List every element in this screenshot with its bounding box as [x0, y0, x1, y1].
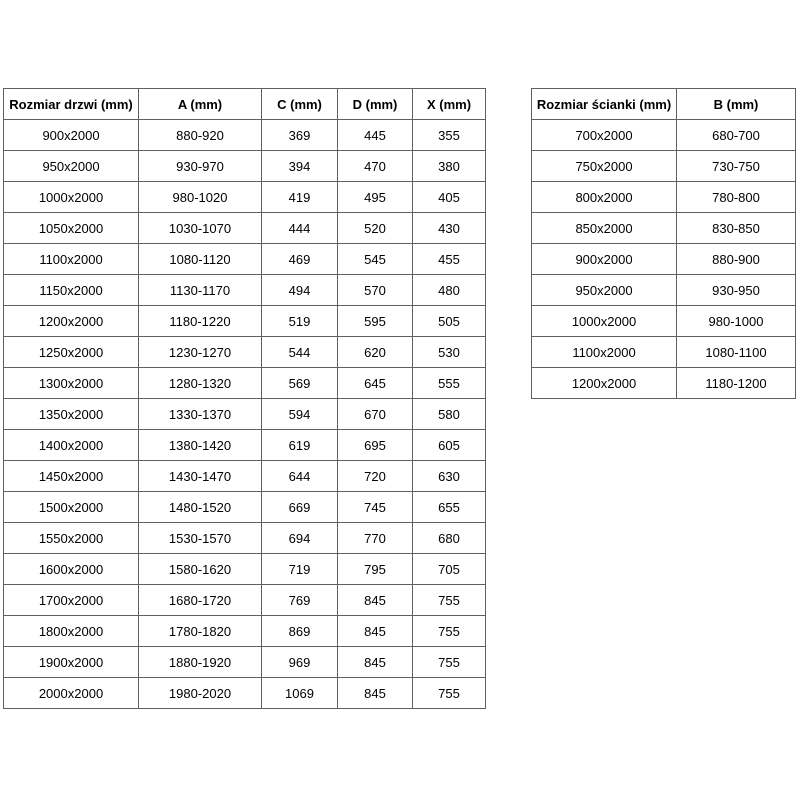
table-row: [4, 368, 486, 399]
table-cell: 1080-1120: [139, 244, 262, 275]
table-cell: 930-950: [677, 275, 796, 306]
table-cell: 445: [338, 120, 413, 151]
table-row: [532, 244, 796, 275]
table-row: [4, 492, 486, 523]
table-cell: 900x2000: [4, 120, 139, 151]
column-header: X (mm): [413, 89, 486, 120]
table-cell: 1050x2000: [4, 213, 139, 244]
column-header: C (mm): [262, 89, 338, 120]
table-cell: 580: [413, 399, 486, 430]
table-cell: 380: [413, 151, 486, 182]
table-cell: 969: [262, 647, 338, 678]
table-cell: 795: [338, 554, 413, 585]
table-cell: 644: [262, 461, 338, 492]
table-cell: 355: [413, 120, 486, 151]
table-cell: 1380-1420: [139, 430, 262, 461]
table-row: [532, 182, 796, 213]
table-cell: 655: [413, 492, 486, 523]
table-cell: 595: [338, 306, 413, 337]
table-cell: 569: [262, 368, 338, 399]
table-row: [532, 151, 796, 182]
column-header: Rozmiar ścianki (mm): [532, 89, 677, 120]
table-cell: 950x2000: [532, 275, 677, 306]
door-size-table: [3, 88, 486, 709]
table-cell: 594: [262, 399, 338, 430]
table-cell: 419: [262, 182, 338, 213]
table-cell: 619: [262, 430, 338, 461]
table-row: [4, 461, 486, 492]
table-cell: 394: [262, 151, 338, 182]
table-cell: 669: [262, 492, 338, 523]
table-row: [532, 337, 796, 368]
table-cell: 1980-2020: [139, 678, 262, 709]
table-cell: 700x2000: [532, 120, 677, 151]
table-cell: 645: [338, 368, 413, 399]
table-cell: 1180-1200: [677, 368, 796, 399]
table-cell: 1450x2000: [4, 461, 139, 492]
table-cell: 1150x2000: [4, 275, 139, 306]
table-row: [4, 585, 486, 616]
table-cell: 980-1000: [677, 306, 796, 337]
wall-table-body: [532, 120, 796, 399]
table-cell: 1430-1470: [139, 461, 262, 492]
table-cell: 1180-1220: [139, 306, 262, 337]
table-cell: 1700x2000: [4, 585, 139, 616]
table-cell: 520: [338, 213, 413, 244]
table-cell: 570: [338, 275, 413, 306]
table-cell: 620: [338, 337, 413, 368]
table-row: [4, 430, 486, 461]
table-cell: 430: [413, 213, 486, 244]
table-cell: 694: [262, 523, 338, 554]
table-cell: 1250x2000: [4, 337, 139, 368]
column-header: Rozmiar drzwi (mm): [4, 89, 139, 120]
table-row: [4, 399, 486, 430]
table-row: [4, 678, 486, 709]
wall-size-table: [531, 88, 796, 399]
table-cell: 680-700: [677, 120, 796, 151]
table-cell: 705: [413, 554, 486, 585]
table-row: [4, 182, 486, 213]
table-cell: 830-850: [677, 213, 796, 244]
table-cell: 880-900: [677, 244, 796, 275]
table-row: [4, 275, 486, 306]
table-cell: 930-970: [139, 151, 262, 182]
table-row: [4, 337, 486, 368]
table-cell: 1780-1820: [139, 616, 262, 647]
table-cell: 605: [413, 430, 486, 461]
table-cell: 670: [338, 399, 413, 430]
table-cell: 495: [338, 182, 413, 213]
table-cell: 444: [262, 213, 338, 244]
table-cell: 480: [413, 275, 486, 306]
table-cell: 1200x2000: [532, 368, 677, 399]
table-cell: 1480-1520: [139, 492, 262, 523]
table-cell: 900x2000: [532, 244, 677, 275]
column-header: D (mm): [338, 89, 413, 120]
table-cell: 494: [262, 275, 338, 306]
table-cell: 745: [338, 492, 413, 523]
table-cell: 1280-1320: [139, 368, 262, 399]
table-cell: 1550x2000: [4, 523, 139, 554]
column-header: A (mm): [139, 89, 262, 120]
table-cell: 750x2000: [532, 151, 677, 182]
table-cell: 1530-1570: [139, 523, 262, 554]
table-cell: 1600x2000: [4, 554, 139, 585]
table-row: [4, 213, 486, 244]
table-cell: 845: [338, 585, 413, 616]
table-cell: 470: [338, 151, 413, 182]
table-cell: 505: [413, 306, 486, 337]
table-cell: 755: [413, 678, 486, 709]
table-cell: 1069: [262, 678, 338, 709]
table-cell: 1500x2000: [4, 492, 139, 523]
table-cell: 850x2000: [532, 213, 677, 244]
table-cell: 845: [338, 647, 413, 678]
table-cell: 769: [262, 585, 338, 616]
table-cell: 1330-1370: [139, 399, 262, 430]
column-header: B (mm): [677, 89, 796, 120]
table-row: [4, 244, 486, 275]
table-row: [4, 647, 486, 678]
table-cell: 1350x2000: [4, 399, 139, 430]
table-cell: 680: [413, 523, 486, 554]
table-row: [4, 120, 486, 151]
table-cell: 755: [413, 616, 486, 647]
table-cell: 950x2000: [4, 151, 139, 182]
table-row: [532, 275, 796, 306]
table-cell: 1200x2000: [4, 306, 139, 337]
table-row: [4, 554, 486, 585]
table-cell: 1130-1170: [139, 275, 262, 306]
table-cell: 1230-1270: [139, 337, 262, 368]
table-row: [532, 368, 796, 399]
door-table-body: [4, 120, 486, 709]
table-cell: 519: [262, 306, 338, 337]
table-cell: 1300x2000: [4, 368, 139, 399]
table-cell: 780-800: [677, 182, 796, 213]
table-row: [532, 120, 796, 151]
table-cell: 695: [338, 430, 413, 461]
table-cell: 880-920: [139, 120, 262, 151]
table-row: [4, 523, 486, 554]
table-row: [4, 616, 486, 647]
table-row: [4, 151, 486, 182]
table-cell: 1030-1070: [139, 213, 262, 244]
table-cell: 720: [338, 461, 413, 492]
table-cell: 980-1020: [139, 182, 262, 213]
table-cell: 405: [413, 182, 486, 213]
table-cell: 845: [338, 616, 413, 647]
table-cell: 630: [413, 461, 486, 492]
table-cell: 530: [413, 337, 486, 368]
table-cell: 469: [262, 244, 338, 275]
table-row: [532, 306, 796, 337]
table-cell: 1100x2000: [4, 244, 139, 275]
table-cell: 1880-1920: [139, 647, 262, 678]
table-cell: 1000x2000: [532, 306, 677, 337]
table-cell: 1900x2000: [4, 647, 139, 678]
door-table-header-row: [4, 89, 486, 120]
table-cell: 544: [262, 337, 338, 368]
table-cell: 719: [262, 554, 338, 585]
wall-table-header-row: [532, 89, 796, 120]
table-row: [532, 213, 796, 244]
table-cell: 845: [338, 678, 413, 709]
table-row: [4, 306, 486, 337]
table-cell: 755: [413, 647, 486, 678]
table-cell: 1580-1620: [139, 554, 262, 585]
table-cell: 545: [338, 244, 413, 275]
table-cell: 555: [413, 368, 486, 399]
table-cell: 455: [413, 244, 486, 275]
table-cell: 1400x2000: [4, 430, 139, 461]
table-cell: 1100x2000: [532, 337, 677, 368]
table-cell: 869: [262, 616, 338, 647]
table-cell: 800x2000: [532, 182, 677, 213]
table-cell: 730-750: [677, 151, 796, 182]
table-cell: 369: [262, 120, 338, 151]
table-cell: 1800x2000: [4, 616, 139, 647]
table-cell: 1000x2000: [4, 182, 139, 213]
table-cell: 755: [413, 585, 486, 616]
table-cell: 1080-1100: [677, 337, 796, 368]
table-cell: 1680-1720: [139, 585, 262, 616]
table-cell: 2000x2000: [4, 678, 139, 709]
table-cell: 770: [338, 523, 413, 554]
